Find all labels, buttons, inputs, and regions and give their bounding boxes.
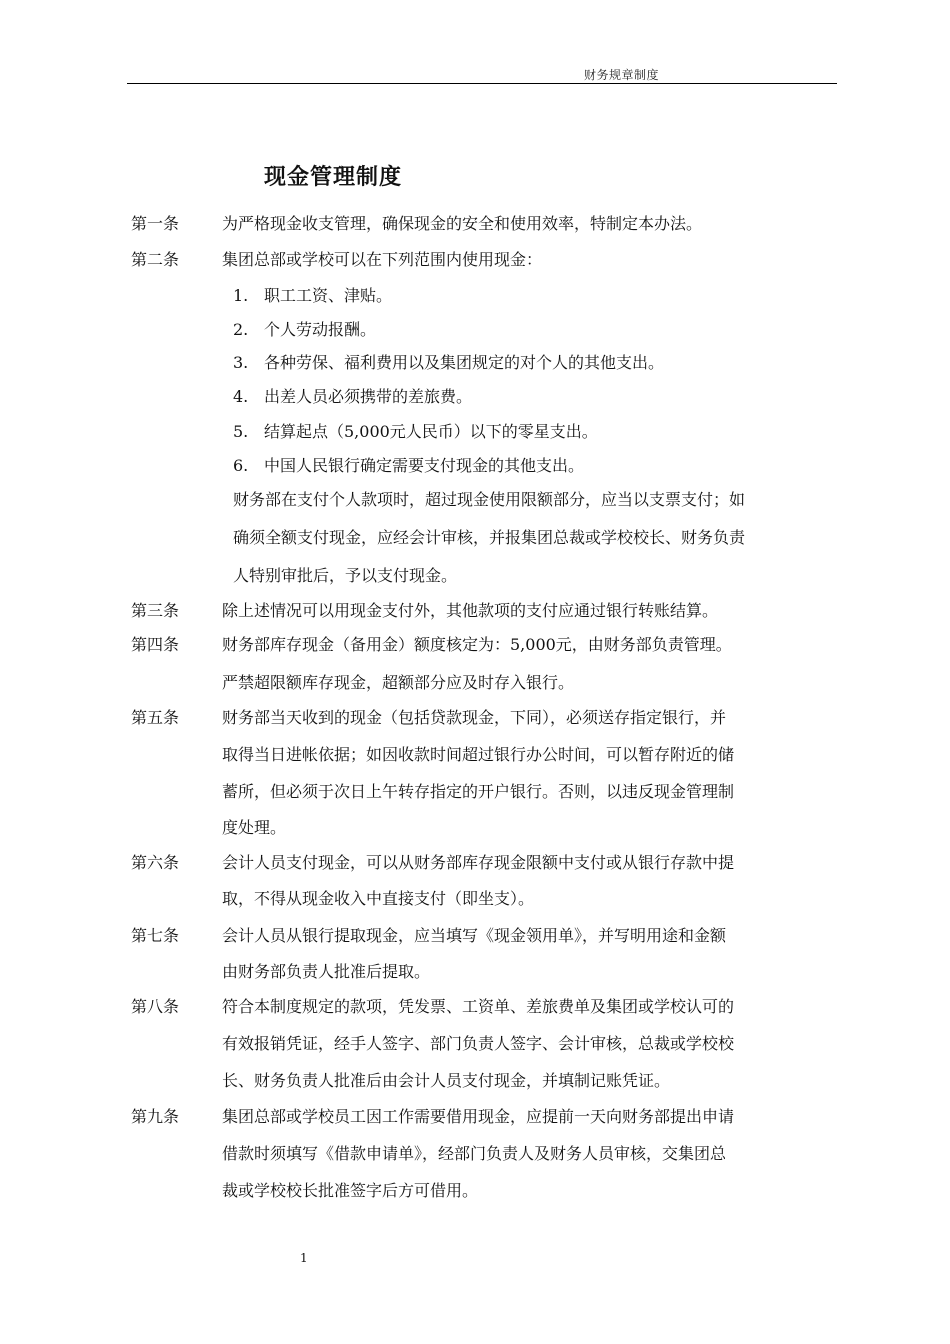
- page-title: 现金管理制度: [264, 165, 403, 190]
- list-item-number: 5.: [233, 422, 249, 441]
- list-item: 中国人民银行确定需要支付现金的其他支出。: [264, 456, 585, 475]
- article-6-text: 取，不得从现金收入中直接支付（即坐支）。: [222, 889, 535, 908]
- article-4-label: 第四条: [131, 635, 180, 654]
- article-6-label: 第六条: [131, 853, 180, 872]
- list-item: 出差人员必须携带的差旅费。: [264, 387, 473, 406]
- article-6-text: 会计人员支付现金，可以从财务部库存现金限额中支付或从银行存款中提: [222, 853, 735, 872]
- article-2-text: 集团总部或学校可以在下列范围内使用现金：: [222, 250, 543, 269]
- article-8-text: 有效报销凭证，经手人签字、部门负责人签字、会计审核，总裁或学校校: [222, 1034, 735, 1053]
- page-number: 1: [300, 1251, 308, 1265]
- article-3-label: 第三条: [131, 601, 180, 620]
- article-8-label: 第八条: [131, 997, 180, 1016]
- running-header: 财务规章制度: [584, 68, 660, 82]
- article-9-text: 裁或学校校长批准签字后方可借用。: [222, 1181, 479, 1200]
- article-8-text: 符合本制度规定的款项，凭发票、工资单、差旅费单及集团或学校认可的: [222, 997, 735, 1016]
- article-1-label: 第一条: [131, 214, 180, 233]
- article-2-note: 财务部在支付个人款项时，超过现金使用限额部分，应当以支票支付；如: [233, 490, 746, 509]
- article-9-text: 集团总部或学校员工因工作需要借用现金，应提前一天向财务部提出申请: [222, 1107, 735, 1126]
- article-4-text: 严禁超限额库存现金，超额部分应及时存入银行。: [222, 673, 575, 692]
- article-5-label: 第五条: [131, 708, 180, 727]
- article-7-text: 由财务部负责人批准后提取。: [222, 962, 431, 981]
- article-7-label: 第七条: [131, 926, 180, 945]
- list-item-number: 1.: [233, 286, 249, 305]
- article-2-note: 人特别审批后，予以支付现金。: [233, 566, 458, 585]
- list-item-number: 3.: [233, 353, 249, 372]
- list-item: 职工工资、津贴。: [264, 286, 393, 305]
- article-7-text: 会计人员从银行提取现金，应当填写《现金领用单》，并写明用途和金额: [222, 926, 727, 945]
- article-5-text: 取得当日进帐依据；如因收款时间超过银行办公时间，可以暂存附近的储: [222, 745, 735, 764]
- list-item: 各种劳保、福利费用以及集团规定的对个人的其他支出。: [264, 353, 665, 372]
- article-2-label: 第二条: [131, 250, 180, 269]
- article-5-text: 财务部当天收到的现金（包括贷款现金，下同），必须送存指定银行，并: [222, 708, 727, 727]
- list-item: 个人劳动报酬。: [264, 320, 377, 339]
- article-9-text: 借款时须填写《借款申请单》，经部门负责人及财务人员审核，交集团总: [222, 1144, 727, 1163]
- list-item-number: 4.: [233, 387, 249, 406]
- header-rule: [127, 83, 837, 84]
- list-item: 结算起点（5,000元人民币）以下的零星支出。: [264, 422, 598, 441]
- list-item-number: 2.: [233, 320, 249, 339]
- article-1-text: 为严格现金收支管理，确保现金的安全和使用效率，特制定本办法。: [222, 214, 703, 233]
- article-5-text: 度处理。: [222, 818, 287, 837]
- article-8-text: 长、财务负责人批准后由会计人员支付现金，并填制记账凭证。: [222, 1071, 671, 1090]
- article-4-text: 财务部库存现金（备用金）额度核定为：5,000元，由财务部负责管理。: [222, 635, 732, 654]
- list-item-number: 6.: [233, 456, 249, 475]
- article-3-text: 除上述情况可以用现金支付外，其他款项的支付应通过银行转账结算。: [222, 601, 719, 620]
- article-5-text: 蓄所，但必须于次日上午转存指定的开户银行。否则，以违反现金管理制: [222, 782, 735, 801]
- article-9-label: 第九条: [131, 1107, 180, 1126]
- article-2-note: 确须全额支付现金，应经会计审核，并报集团总裁或学校校长、财务负责: [233, 528, 746, 547]
